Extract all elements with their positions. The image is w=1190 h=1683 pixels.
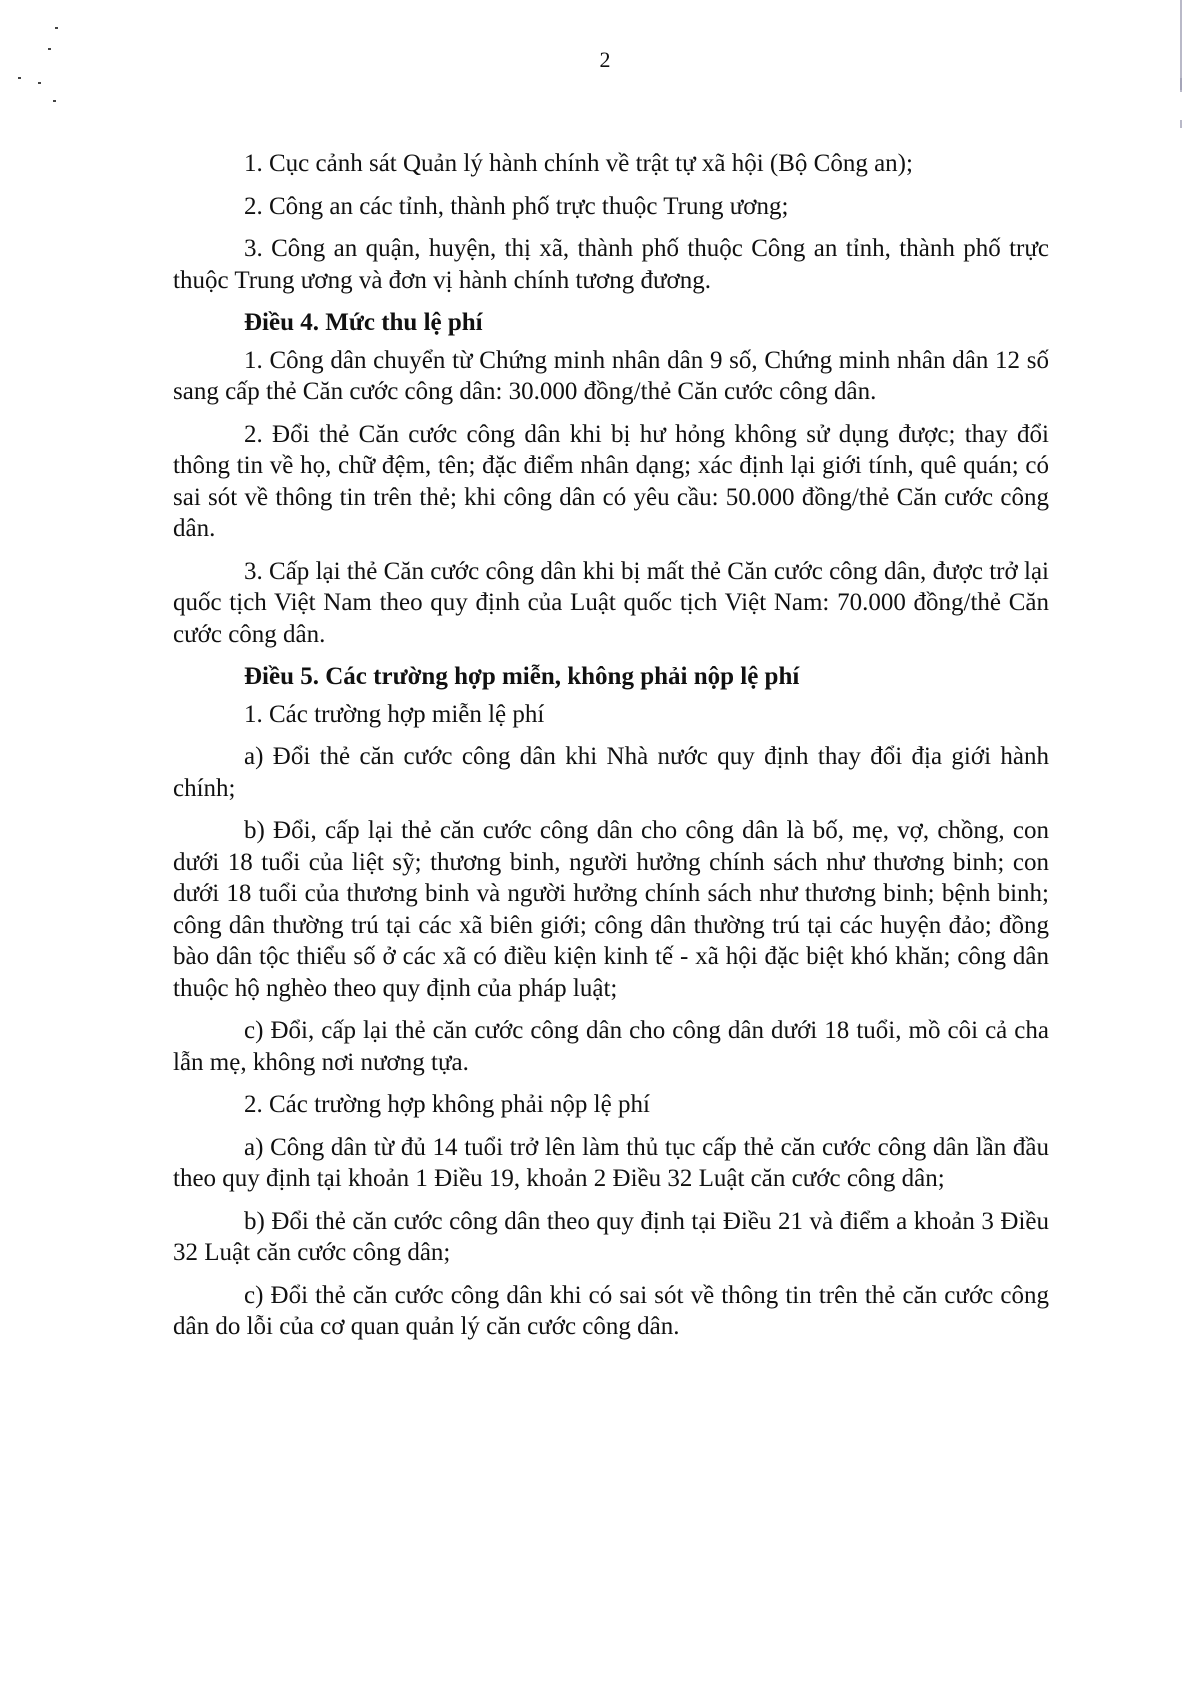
clause-agency-3: 3. Công an quận, huyện, thị xã, thành phố thuộc Công an tỉnh, thành phố trực thuộc Trung ương và đơn vị hành chính tương đương. [173, 235, 1049, 294]
article-5-clause-1: 1. Các trường hợp miễn lệ phí [244, 700, 545, 728]
article-4-clause-3: 3. Cấp lại thẻ Căn cước công dân khi bị mất thẻ Căn cước công dân, được trở lại quốc tịch Việt Nam theo quy định của Luật quốc tịch Việt Nam: 70.000 đồng/thẻ Căn cước công dân. [173, 557, 1049, 648]
page-number: 2 [599, 47, 611, 72]
scan-artifact [38, 82, 41, 84]
clause-agency-2: 2. Công an các tỉnh, thành phố trực thuộc Trung ương; [244, 192, 789, 220]
scan-artifact [53, 100, 56, 102]
scan-edge-line [1180, 0, 1182, 90]
article-4-heading: Điều 4. Mức thu lệ phí [244, 309, 483, 336]
article-4-clause-1: 1. Công dân chuyển từ Chứng minh nhân dân 9 số, Chứng minh nhân dân 12 số sang cấp thẻ Căn cước công dân: 30.000 đồng/thẻ Căn cước công dân. [173, 346, 1049, 405]
article-5-clause-1b: b) Đổi, cấp lại thẻ căn cước công dân cho công dân là bố, mẹ, vợ, chồng, con dưới 18 tuổi của liệt sỹ; thương binh, người hưởng chính sách như thương binh; con dưới 18 tuổi của thương binh và người hưởng chính sách như thương binh; bệnh binh; công dân thường trú tại các xã biên giới; công dân thường trú tại các huyện đảo; đồng bào dân tộc thiểu số ở các xã có điều kiện kinh tế - xã hội đặc biệt khó khăn; công dân thuộc hộ nghèo theo quy định của pháp luật; [173, 817, 1049, 1002]
scan-artifact [18, 77, 21, 79]
article-5-clause-1c: c) Đổi, cấp lại thẻ căn cước công dân cho công dân dưới 18 tuổi, mồ côi cả cha lẫn mẹ, không nơi nương tựa. [173, 1017, 1049, 1076]
clause-agency-1: 1. Cục cảnh sát Quản lý hành chính về trật tự xã hội (Bộ Công an); [244, 150, 913, 177]
article-4-clause-2: 2. Đổi thẻ Căn cước công dân khi bị hư hỏng không sử dụng được; thay đổi thông tin về họ, chữ đệm, tên; đặc điểm nhân dạng; xác định lại giới tính, quê quán; có sai sót về thông tin trên thẻ; khi công dân có yêu cầu: 50.000 đồng/thẻ Căn cước công dân. [173, 420, 1049, 542]
article-5-clause-2a: a) Công dân từ đủ 14 tuổi trở lên làm thủ tục cấp thẻ căn cước công dân lần đầu theo quy định tại khoản 1 Điều 19, khoản 2 Điều 32 Luật căn cước công dân; [173, 1133, 1049, 1192]
article-5-clause-2b: b) Đổi thẻ căn cước công dân theo quy định tại Điều 21 và điểm a khoản 3 Điều 32 Luật căn cước công dân; [173, 1207, 1049, 1266]
article-5-clause-2: 2. Các trường hợp không phải nộp lệ phí [244, 1091, 650, 1118]
scan-artifact [55, 27, 58, 29]
scan-edge-line [1180, 120, 1182, 128]
article-5-clause-1a: a) Đổi thẻ căn cước công dân khi Nhà nước quy định thay đổi địa giới hành chính; [173, 743, 1049, 802]
article-5-heading: Điều 5. Các trường hợp miễn, không phải nộp lệ phí [244, 663, 800, 690]
document-body [173, 148, 1049, 1343]
article-5-clause-2c: c) Đổi thẻ căn cước công dân khi có sai sót về thông tin trên thẻ căn cước công dân do lỗi của cơ quan quản lý căn cước công dân. [173, 1281, 1049, 1340]
scan-edge-line [1180, 78, 1182, 92]
